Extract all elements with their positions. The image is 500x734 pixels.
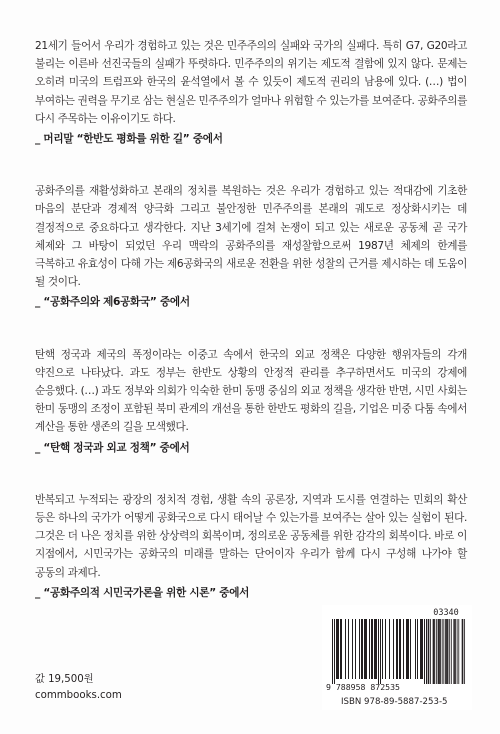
barcode-bar (374, 619, 375, 679)
barcode-addon-bar (464, 619, 465, 684)
barcode-addon-bar (433, 619, 434, 684)
barcode-bar (403, 619, 404, 679)
barcode-graphic (322, 605, 472, 710)
barcode-bar (338, 619, 339, 679)
barcode-bar (366, 619, 367, 679)
barcode-addon-bar (443, 619, 444, 684)
barcode-bar (372, 619, 373, 679)
barcode-addon-bar (448, 619, 449, 684)
barcode-bar (424, 619, 425, 684)
barcode-bar (421, 619, 422, 679)
barcode-bar (364, 619, 365, 679)
barcode-bar (417, 619, 418, 679)
barcode-bar (375, 619, 376, 679)
barcode-addon-bar (447, 619, 448, 684)
barcode-addon-bar (438, 619, 439, 684)
barcode-bar (407, 619, 408, 679)
barcode-bar (361, 619, 362, 679)
barcode-bar (362, 619, 363, 679)
excerpt-source: _ “공화주의와 제6공화국” 중에서 (35, 296, 190, 309)
barcode-addon-bar (463, 619, 464, 684)
barcode-bar (355, 619, 356, 679)
barcode-bar (369, 619, 370, 679)
barcode-bar (376, 619, 377, 679)
barcode-bar (410, 619, 411, 679)
barcode-bar (359, 619, 360, 679)
barcode-bar (385, 619, 386, 679)
barcode-bar (371, 619, 372, 679)
barcode-addon-bar (455, 619, 456, 684)
price-label: 값 19,500원 (35, 674, 94, 685)
excerpt-text: 탄핵 정국과 제국의 폭정이라는 이중고 속에서 한국의 외교 정책은 다양한 행위자들의 각개 약진으로 나타났다. 과도 정부는 한반도 상황의 안정적 관리를 추구하면서도 미국의 강제에 순응했다. (…) 과도 정부와 의회가 익숙한 한미 동맹 중심의 외교 정책을 생각한 반면, 시민 사회는 한미 동맹의 조정이 포함된 북미 관계의 개선을 통한 한반도 평화의 길을, 기업은 미중 다툼 속에서 계산을 통한 생존의 길을 모색했다. (35, 348, 467, 434)
barcode-digits: 9 788958 872535 (326, 682, 400, 692)
barcode-bar (389, 619, 390, 679)
excerpt-block (35, 37, 467, 148)
barcode-bar (422, 619, 423, 679)
isbn-barcode (322, 605, 472, 710)
barcode-addon-bar (436, 619, 437, 684)
barcode-addon-bar (440, 619, 441, 684)
barcode-bar (393, 619, 394, 679)
barcode-addon-bar (426, 619, 427, 684)
barcode-addon-bar (430, 619, 431, 684)
barcode-bar (348, 619, 349, 679)
barcode-bar (332, 619, 333, 684)
barcode-addon-bar (458, 619, 459, 684)
barcode-bar (334, 619, 335, 684)
barcode-bar (380, 619, 381, 684)
barcode-bar (336, 619, 337, 679)
isbn-text: ISBN 978-89-5887-253-5 (341, 697, 448, 707)
excerpt-text: 반복되고 누적되는 광장의 정치적 경험, 생활 속의 공론장, 지역과 도시를 연결하는 민회의 확산 등은 하나의 국가가 어떻게 공화국으로 다시 태어날 수 있는가를 보여주는 살아 있는 실험이 된다. 그것은 더 나은 정치를 위한 상상력의 회복이며, 정의로운 공동체를 위한 감각의 회복이다. 바로 이 지점에서, 시민국가는 공화국의 미래를 말하는 단어이자 우리가 함께 다시 구성해 나가야 할 공동의 과제다. (35, 493, 467, 579)
barcode-bar (382, 619, 383, 679)
barcode-bar (396, 619, 397, 679)
barcode-bar (406, 619, 407, 679)
barcode-bar (352, 619, 353, 679)
excerpt-source: _ 머리말 “한반도 평화를 위한 길” 중에서 (35, 133, 223, 146)
barcode-addon-bar (433, 619, 434, 684)
barcode-addon-bar (457, 619, 458, 684)
barcode-bar (397, 619, 398, 679)
barcode-addon-bar (446, 619, 447, 684)
barcode-addon-bar (449, 619, 450, 684)
barcode-addon-bar (428, 619, 429, 684)
excerpt-block (35, 182, 467, 311)
barcode-addon-bar (453, 619, 454, 684)
barcode-addon-bar (451, 619, 452, 684)
barcode-bar (340, 619, 341, 679)
barcode-bar (399, 619, 400, 679)
barcode-addon-bar (442, 619, 443, 684)
barcode-bar (341, 619, 342, 679)
barcode-bar (345, 619, 346, 679)
barcode-bar (420, 619, 421, 679)
barcode-addon-bar (454, 619, 455, 684)
excerpt-source: _ “공화주의적 시민국가론을 위한 시론” 중에서 (35, 586, 250, 599)
excerpt-source: _ “탄핵 정국과 외교 정책” 중에서 (35, 441, 190, 454)
excerpt-block (35, 346, 467, 457)
barcode-bar (378, 619, 379, 684)
excerpt-text: 21세기 들어서 우리가 경험하고 있는 것은 민주주의의 실패와 국가의 실패다. 특히 G7, G20라고 불리는 이른바 선진국들의 실패가 뚜렷하다. 민주주의의 위기는 제도적 결함에 있지 않다. 문제는 오히려 미국의 트럼프와 한국의 윤석열에서 볼 수 있듯이 제도적 권리의 남용에 있다. (…) 법이 부여하는 권력을 무기로 삼는 현실은 민주주의가 얼마나 위험할 수 있는가를 보여준다. 공화주의를 다시 주목하는 이유이기도 하다. (35, 40, 467, 125)
website-label: commbooks.com (35, 690, 122, 701)
excerpts (35, 37, 467, 602)
barcode-addon-bar (445, 619, 446, 684)
barcode-bar (400, 619, 401, 679)
barcode-addon-digits: 03340 (433, 608, 459, 618)
price-info (35, 672, 122, 704)
barcode-bar (365, 619, 366, 679)
barcode-addon-bar (434, 619, 435, 684)
barcode-bar (408, 619, 409, 679)
barcode-bar (337, 619, 338, 679)
barcode-addon-bar (439, 619, 440, 684)
excerpt-text: 공화주의를 재활성화하고 본래의 정치를 복원하는 것은 우리가 경험하고 있는 적대감에 기초한 마음의 분단과 경제적 양극화 그리고 불안정한 민주주의를 본래의 궤도로 정상화시키는 데 결정적으로 중요하다고 생각한다. 지난 3세기에 걸쳐 논쟁이 되고 있는 새로운 공동체 곧 국가 체제와 그 바탕이 되었던 우리 맥락의 공화주의를 재성찰함으로써 1987년 체제의 한계를 극복하고 유효성이 다해 가는 제6공화국의 새로운 전환을 위한 성찰의 근거를 제시하는 데 도움이 될 것이다. (35, 185, 467, 289)
barcode-addon-bar (462, 619, 463, 684)
barcode-addon-bar (428, 619, 429, 684)
barcode-bar (415, 619, 416, 679)
excerpt-block (35, 491, 467, 602)
barcode-addon-bar (438, 619, 439, 684)
